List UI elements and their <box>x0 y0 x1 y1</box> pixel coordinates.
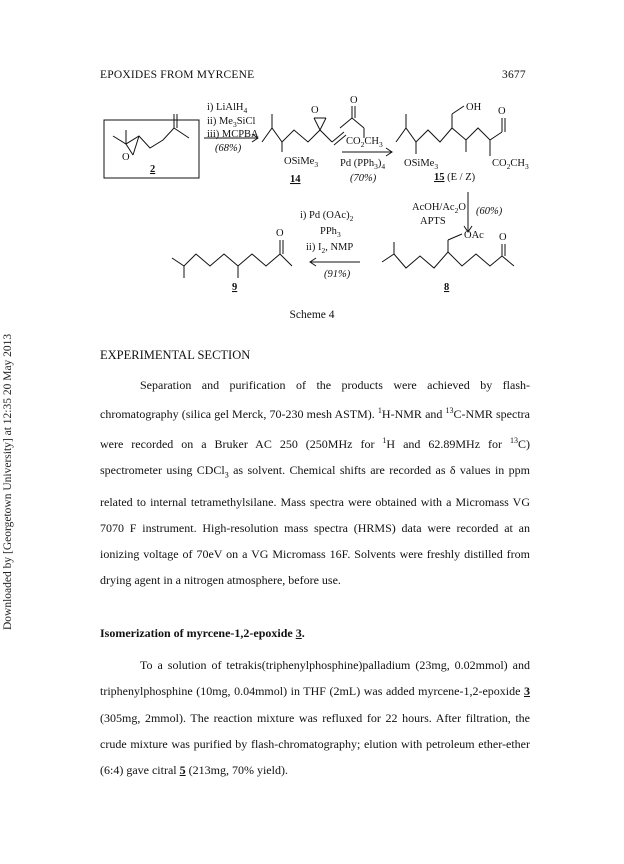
compound-2-skeleton <box>113 128 189 148</box>
svg-text:i) LiAlH4 <box>207 102 247 115</box>
step1-line2-sub: 3 <box>232 120 237 129</box>
reaction-scheme <box>0 0 624 300</box>
step2-line2-tail: ) <box>377 158 382 169</box>
subheading-isomerization: Isomerization of myrcene-1,2-epoxide 3. <box>100 626 305 640</box>
compound-15-isomer: (E / Z) <box>444 172 476 183</box>
step1-line2-tail: SiCl <box>236 116 256 127</box>
step4-line1-sub: 2 <box>349 214 354 223</box>
compound-14-skeleton <box>262 128 332 142</box>
compound-9-label: 9 <box>232 282 238 293</box>
step1-yield: (68%) <box>215 143 242 154</box>
svg-text:15 (E / Z) <box>434 172 476 183</box>
step1-line3: iii) MCPBA <box>207 129 259 140</box>
svg-text:AcOH/Ac2O <box>412 202 466 215</box>
svg-text:OSiMe3 <box>404 158 438 171</box>
paragraph-isomerization: To a solution of tetrakis(triphenylphosphine)palladium (23mg, 0.02mmol) and triphenylphosphine (10mg, 0.04mmol) in THF (2mL) was added myrcene-1,2-epoxide 3 (305mg, 2mmol). The reaction mixture was refluxed for 22 hours. After filtration, the crude mixture was purified by flash-chromatography; elution with petroleum ether-ether (6:4) gave citral 5 (213mg, 70% yield). <box>100 658 530 778</box>
svg-text:Pd (PPh3)4 <box>340 158 385 171</box>
step4-line3: ii) I <box>306 242 322 253</box>
running-title: EPOXIDES FROM MYRCENE <box>100 69 255 81</box>
compound-9-oxygen: O <box>276 228 284 239</box>
step3-line1: AcOH/Ac <box>412 202 455 213</box>
compound-15-oxygen: O <box>498 106 506 117</box>
step4-line2: PPh <box>320 226 337 237</box>
compound-14-label: 14 <box>290 174 301 185</box>
page-number: 3677 <box>502 69 526 81</box>
svg-text:ii) I2, NMP <box>306 242 353 255</box>
compound-9-skeleton <box>172 254 292 266</box>
step4-line3-sub: 2 <box>321 246 326 255</box>
step2-line2-sub: 3 <box>374 162 378 171</box>
compound-14-oxygen: O <box>311 105 319 116</box>
compound-15-oh: OH <box>466 102 482 113</box>
step2-line1-sub: 2 <box>360 140 365 149</box>
compound-2-oxygen: O <box>122 152 130 163</box>
svg-text:OSiMe3 <box>284 156 318 169</box>
step4-line1: i) Pd (OAc) <box>300 210 350 221</box>
step4-line3-tail: , NMP <box>325 242 354 253</box>
scheme-caption: Scheme 4 <box>289 309 335 321</box>
step3-line1-tail: O <box>458 202 466 213</box>
step1-line2: ii) Me <box>207 116 233 127</box>
svg-text:i) Pd (OAc)2 <box>300 210 354 223</box>
step2-line1-tail: CH <box>364 136 379 147</box>
step4-line2-sub: 3 <box>336 230 341 239</box>
step4-yield: (91%) <box>324 269 351 280</box>
step1-line1: i) LiAlH <box>207 102 244 113</box>
compound-8-label: 8 <box>444 282 450 293</box>
compound-ref-3b: 3 <box>524 684 530 699</box>
svg-text:ii) Me3SiCl <box>207 116 255 129</box>
compound-ref-5: 5 <box>179 763 186 778</box>
step3-line2: APTS <box>420 216 446 227</box>
svg-text:CO2CH3 <box>492 158 529 171</box>
compound-15-ester-ch: CH <box>510 158 525 169</box>
svg-text:CO2CH3 <box>346 136 383 149</box>
step2-line1: CO <box>346 136 361 147</box>
reagent-oxygen: O <box>350 95 358 106</box>
compound-8-oxygen: O <box>499 232 507 243</box>
compound-8-oac: OAc <box>464 230 484 241</box>
compound-15-ester-sub: 2 <box>506 162 511 171</box>
compound-14-osime-sub: 3 <box>314 160 319 169</box>
step3-yield: (60%) <box>476 206 503 217</box>
compound-15-skeleton <box>396 128 502 142</box>
paragraph-general-methods: Separation and purification of the products were achieved by flash-chromatography (silica gel Merck, 70-230 mesh ASTM). $^1$H-NMR and $^{13}$C-NMR spectra were recorded on a Bruker AC 250 (250MHz for $^1$H and 62.89MHz for $^{13}$C) spectrometer using CDCl$_3$ as solvent. Chemical shifts are recorded as δ values in ppm related to internal tetramethylsilane. Mass spectra were obtained with a Micromass VG 7070 F instrument. High-resolution mass spectra (HRMS) data were recorded at an ionizing voltage of 70eV on a VG Micromass 16F. Solvents were freshly distilled from drying agent in a nitrogen atmosphere, before use. <box>100 378 530 588</box>
step1-line1-sub: 4 <box>243 106 248 115</box>
compound-15-ester-sub3: 3 <box>524 162 529 171</box>
section-title: EXPERIMENTAL SECTION <box>100 348 251 362</box>
step2-yield: (70%) <box>350 173 377 184</box>
step2-line2: Pd (PPh <box>340 158 375 169</box>
compound-15-osime: OSiMe <box>404 158 435 169</box>
step2-line1-sub2: 3 <box>378 140 383 149</box>
compound-15-label: 15 <box>434 172 445 183</box>
compound-15-ester: CO <box>492 158 507 169</box>
compound-14-osime: OSiMe <box>284 156 315 167</box>
compound-15-osime-sub: 3 <box>434 162 439 171</box>
compound-2-label: 2 <box>150 164 156 175</box>
svg-text:PPh3 <box>320 226 341 239</box>
step3-line1-sub: 2 <box>454 206 459 215</box>
compound-ref-3: 3 <box>295 626 302 640</box>
download-note: Downloaded by [Georgetown University] at 12:35 20 May 2013 <box>2 333 14 630</box>
step2-line2-sub2: 4 <box>381 162 386 171</box>
compound-8-skeleton <box>382 252 514 268</box>
